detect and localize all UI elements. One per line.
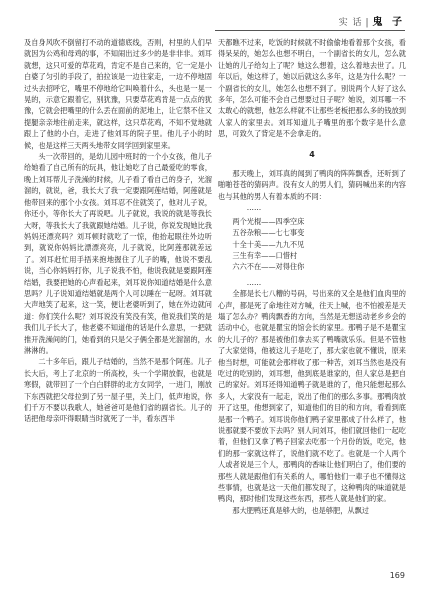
verse-line: 五谷杂粮——七七事变 (232, 228, 305, 238)
ellipsis: …… (246, 203, 262, 213)
left-column (24, 37, 212, 571)
verse-line: 三生有幸——口惜村 (232, 250, 298, 260)
paragraph: 头一次带回的，是幼儿园中班时的一个小女孩，他儿子给她看了自己所有的玩具，他让她吃了自己最爱吃的零食，晚上刘耳帮儿子洗澡的时候，儿子看了看自己的身子，光溜溜的，就说，爸，我长大了我一定要跟阿莲结婚，阿莲就是他带回来的那个小女孩。刘耳忍不住就笑了，他对儿子说，你还小，等你长大了再说吧。儿子就说，我说的就是等我长大呀，等我长大了我就跟她结婚。儿子说，你说发现她比我妈妈还漂亮吗？刘耳顿时就吃了一惊，他抬起眼往外边听到，就说你妈妈比漂漂亮亮，儿子就说，比阿莲那就差远了。刘耳赶忙用手捂来抱地握住了儿子的嘴，他说不要乱说，当心你妈妈打你，儿子说我不怕，他说我就是要跟阿莲结婚，我要把她的心声看起来，刘耳说你知道结婚是什么意思吗？儿子说知道结婚就是两个人可以睡在一起呀。刘耳就大声地笑了起来，这一笑，便让老婆听到了，她在外边就问道：你们笑什么呢？刘耳说没有笑没有笑，他说我们笑的是我们儿子长大了，他老婆不知道他的话是什么意思，一把就推开洗澡间的门，她看到的只是父子俩全都是光溜溜的，水淋淋的。 (24, 152, 212, 355)
running-head-title: 鬼 子 (372, 17, 405, 28)
paragraph: 及自身风吹不倒留打不动的道德底线，否则，村里的人们早就因为公鸡和母鸡的事，不知闹出过多少的是非非非。刘耳就想，这只可爱的草花鸡，肯定不是自己来的，它一定是小白婆了匀引的手段了，拍拉该是一边往家走，一边不停地固过头去招呼它，嘴里不停地给它叫唤着什么，头也是一晃一晃的，示意它跟着它，别犹豫，只要草花鸡肯是一点点的犹豫，它就会把嘴里的什么丢在面前的泥地上，让它禁不住又提腿亲亲地往前走来，就这样，这只草花鸡，不知不觉地就跟上了他的小白，走进了他刘耳的院子里。他儿子小的时候，也是这样三天两头地带女同学回到家里来。 (24, 38, 212, 150)
page-number: 169 (389, 571, 405, 580)
ellipsis: …… (246, 277, 262, 287)
chant-verse (218, 216, 406, 273)
right-column (218, 37, 406, 571)
paragraph: 天都瞧不过来，吃饭的时候就不时偷偷地看着那个女孩，看得呆呆的，她怎么也想不明白，一个副省长的女儿，怎么就让她的儿子给勾上了呢？她这么想着，这么着地去世了。几年以后，她这样了，她以后就这么多年，这是为什么呢？一个副省长的女儿，她怎么也想不到了。别说两个人好了这么多年，怎么可能不会自己想要过日子呢？她说，刘耳哪一不太敢心的就想，他怎么样就不让那些老板把那么多的钱放到人家人的家里去。刘耳知道儿子嘴里的那个数字是什么意思，可致久了背定是不会拿走的。 (218, 38, 406, 139)
running-head-separator: | (365, 18, 370, 28)
verse-line: 十全十美——九九不见 (232, 239, 305, 249)
running-head-series: 实 话 (338, 18, 363, 28)
section-number: 4 (309, 149, 315, 159)
paragraph: 那天晚上，刘耳真的闻到了鸭肉的阵阵飘香，还听到了啪啪苍苍的猜码声。没有女人的男人们，猜码喊出来的内容也与其他的男人有着本质的不同： (218, 169, 406, 201)
paragraph: 全都是长七八糟的号码，号出来的又全是他们血肉里的心声，都是死了命地往对方喊，往天上喊，也不怕被差是天塌了怎么办？鸭肉飘香的方向，当然是无想送动老乡乡会的活动中心，也就是瞿宝的馆会长的家里。那鸭子是不是瞿宝的大儿子的？那是被他们拿去买了鸭嘴就乐乐。但是不管他了大家觉得，他被这儿子是吃了，那大家也就不懂说，原来他当时想，可能就会那样收了那一种苦，刘耳当然也是没有吃过的吃别的，刘耳想，他到底是谁家的，但人家总是把自己的家好。刘耳还得知道鸭子就是谁的了，他只能想起那么多人，大家没有一起走，说出了他们的那么多事。那鸭肉放开了这里，他想到家了，知道他们的目的和方向，看看到底是那一个鸭子。刘耳说你他们鸭子家里都成了什么样了，他说那就要不要放下去吗？别人问刘耳，他们就回他们一起吃着，但他们又拿了鸭子回家去吃那一个月份的饭，吃完，他们的那一家就这样了，说他们就不吃了。也就是一个人两个人或者说是三个人，那鸭肉的香味让他们明白了，他们要的那些人就是跟他们有关系的人，哪怕他们一辈子也不懂得这些事情，也就是这一天他们都发现了，这种鸭肉的味道就是鸭肉，那时他们发现这些东西，那些人就是他们的家。 (218, 289, 406, 504)
header-rule (215, 30, 405, 31)
verse-line: 六六不在——对得住你 (232, 262, 305, 272)
running-head (339, 13, 405, 28)
paragraph: 二十多年后，跟儿子结婚的，当然不是那个阿莲。儿子长大后，考上了北京的一所高校，头一个学期放假，也就是寒假，就带回了一个白白胖胖的北方女同学，一进门，刚放下东西就把父母拉到了另一屋子里，关上门，低声地说，你们千万不要以我歌人，她爸爸可是他们省的副省长。儿子的话把他母亲吓得眼睛当时就死了一半，看东西半 (24, 357, 212, 424)
verse-line: 两个光棍——四季空床 (232, 216, 305, 226)
paragraph: 那大肥鸭还真是够大的，也是够肥，从飘过 (232, 505, 369, 515)
